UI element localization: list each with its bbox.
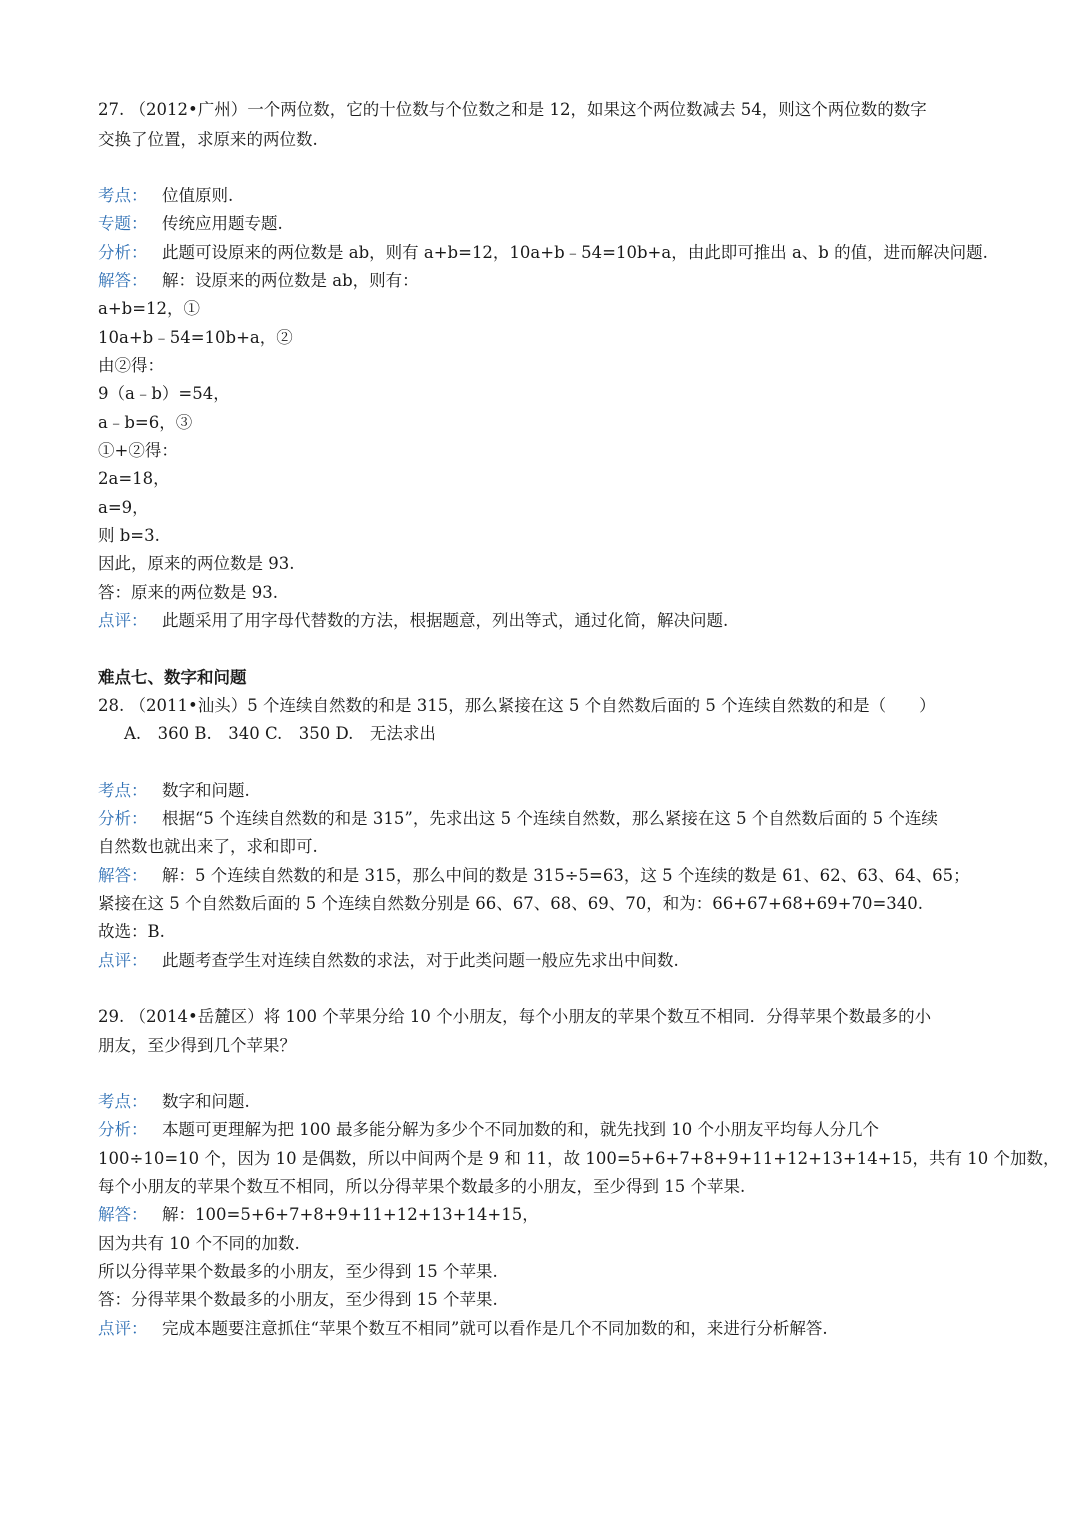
kaodian-label: 考点： [98,781,148,800]
q27-step: 由②得： [98,356,164,375]
q29-fenxi-cont: 100÷10=10 个，因为 10 是偶数，所以中间两个是 9 和 11，故 100=5+6+7+8+9+11+12+13+14+15，共有 10 个加数， [98,1149,1060,1168]
q29-kaodian [98,1091,250,1113]
q27-fenxi [98,242,988,264]
q28-dianping [98,950,679,972]
q27-stem-line1: 27. （2012•广州）一个两位数，它的十位数与个位数之和是 12，如果这个两位数减去 54，则这个两位数的数字 [98,100,927,119]
jieda-label: 解答： [98,271,148,290]
q29-fenxi [98,1119,879,1141]
jieda-text: 解：设原来的两位数是 ab，则有： [162,271,419,290]
q28-options: A. 360 B. 340 C. 350 D. 无法求出 [124,724,436,743]
q28-fenxi-cont: 自然数也就出来了，求和即可. [98,837,318,856]
fenxi-label: 分析： [98,243,148,262]
kaodian-text: 数字和问题. [162,781,250,800]
q29-stem-line2: 朋友，至少得到几个苹果？ [98,1036,296,1055]
fenxi-text: 本题可更理解为把 100 最多能分解为多少个不同加数的和，就先找到 10 个小朋友平均每人分几个 [162,1120,879,1139]
q28-jieda [98,865,970,887]
fenxi-text: 此题可设原来的两位数是 ab，则有 a+b=12，10a+b﹣54=10b+a，由此即可推出 a、b 的值，进而解决问题. [162,243,988,262]
q27-kaodian [98,185,233,207]
q27-step: a+b=12，① [98,299,201,318]
q27-zhuanti [98,213,283,235]
dianping-text: 此题考查学生对连续自然数的求法，对于此类问题一般应先求出中间数. [162,951,679,970]
q28-fenxi [98,808,938,830]
q29-dianping [98,1318,828,1340]
kaodian-label: 考点： [98,186,148,205]
fenxi-text: 根据“5 个连续自然数的和是 315”，先求出这 5 个连续自然数，那么紧接在这 5 个自然数后面的 5 个连续 [162,809,938,828]
q27-stem-line2: 交换了位置，求原来的两位数. [98,130,318,149]
dianping-label: 点评： [98,1319,148,1338]
q27-step: a=9， [98,498,149,517]
q27-step: 10a+b﹣54=10b+a，② [98,328,293,347]
q28-answer: 故选：B. [98,922,165,941]
q29-jieda [98,1204,539,1226]
q28-jieda-cont: 紧接在这 5 个自然数后面的 5 个连续自然数分别是 66、67、68、69、70，和为：66+67+68+69+70=340. [98,894,924,913]
zhuanti-label: 专题： [98,214,148,233]
zhuanti-text: 传统应用题专题. [162,214,283,233]
kaodian-label: 考点： [98,1092,148,1111]
q28-kaodian [98,780,250,802]
q29-step: 答：分得苹果个数最多的小朋友，至少得到 15 个苹果. [98,1290,498,1309]
q27-step: 2a=18， [98,469,170,488]
q29-fenxi-cont: 每个小朋友的苹果个数互不相同，所以分得苹果个数最多的小朋友，至少得到 15 个苹果. [98,1177,746,1196]
section-title: 难点七、数字和问题 [98,668,247,687]
q27-step: 9（a﹣b）=54， [98,384,230,403]
jieda-text: 解：5 个连续自然数的和是 315，那么中间的数是 315÷5=63，这 5 个连续的数是 61、62、63、64、65； [162,866,970,885]
kaodian-text: 位值原则. [162,186,234,205]
kaodian-text: 数字和问题. [162,1092,250,1111]
dianping-text: 此题采用了用字母代替数的方法，根据题意，列出等式，通过化简，解决问题. [162,611,729,630]
fenxi-label: 分析： [98,809,148,828]
dianping-label: 点评： [98,951,148,970]
q27-step: a﹣b=6，③ [98,413,193,432]
dianping-text: 完成本题要注意抓住“苹果个数互不相同”就可以看作是几个不同加数的和，来进行分析解答. [162,1319,828,1338]
q28-stem: 28. （2011•汕头）5 个连续自然数的和是 315，那么紧接在这 5 个自然数后面的 5 个连续自然数的和是（ ） [98,696,936,715]
q29-step: 所以分得苹果个数最多的小朋友，至少得到 15 个苹果. [98,1262,498,1281]
q29-stem-line1: 29. （2014•岳麓区）将 100 个苹果分给 10 个小朋友，每个小朋友的苹果个数互不相同．分得苹果个数最多的小 [98,1007,932,1026]
q27-jieda [98,270,419,292]
jieda-label: 解答： [98,1205,148,1224]
jieda-label: 解答： [98,866,148,885]
q27-step: 因此，原来的两位数是 93. [98,554,295,573]
q27-step: 答：原来的两位数是 93. [98,583,278,602]
q27-step: 则 b=3. [98,526,160,545]
q27-step: ①+②得： [98,441,178,460]
fenxi-label: 分析： [98,1120,148,1139]
q27-dianping [98,610,728,632]
jieda-text: 解：100=5+6+7+8+9+11+12+13+14+15， [162,1205,539,1224]
dianping-label: 点评： [98,611,148,630]
q29-step: 因为共有 10 个不同的加数. [98,1234,300,1253]
